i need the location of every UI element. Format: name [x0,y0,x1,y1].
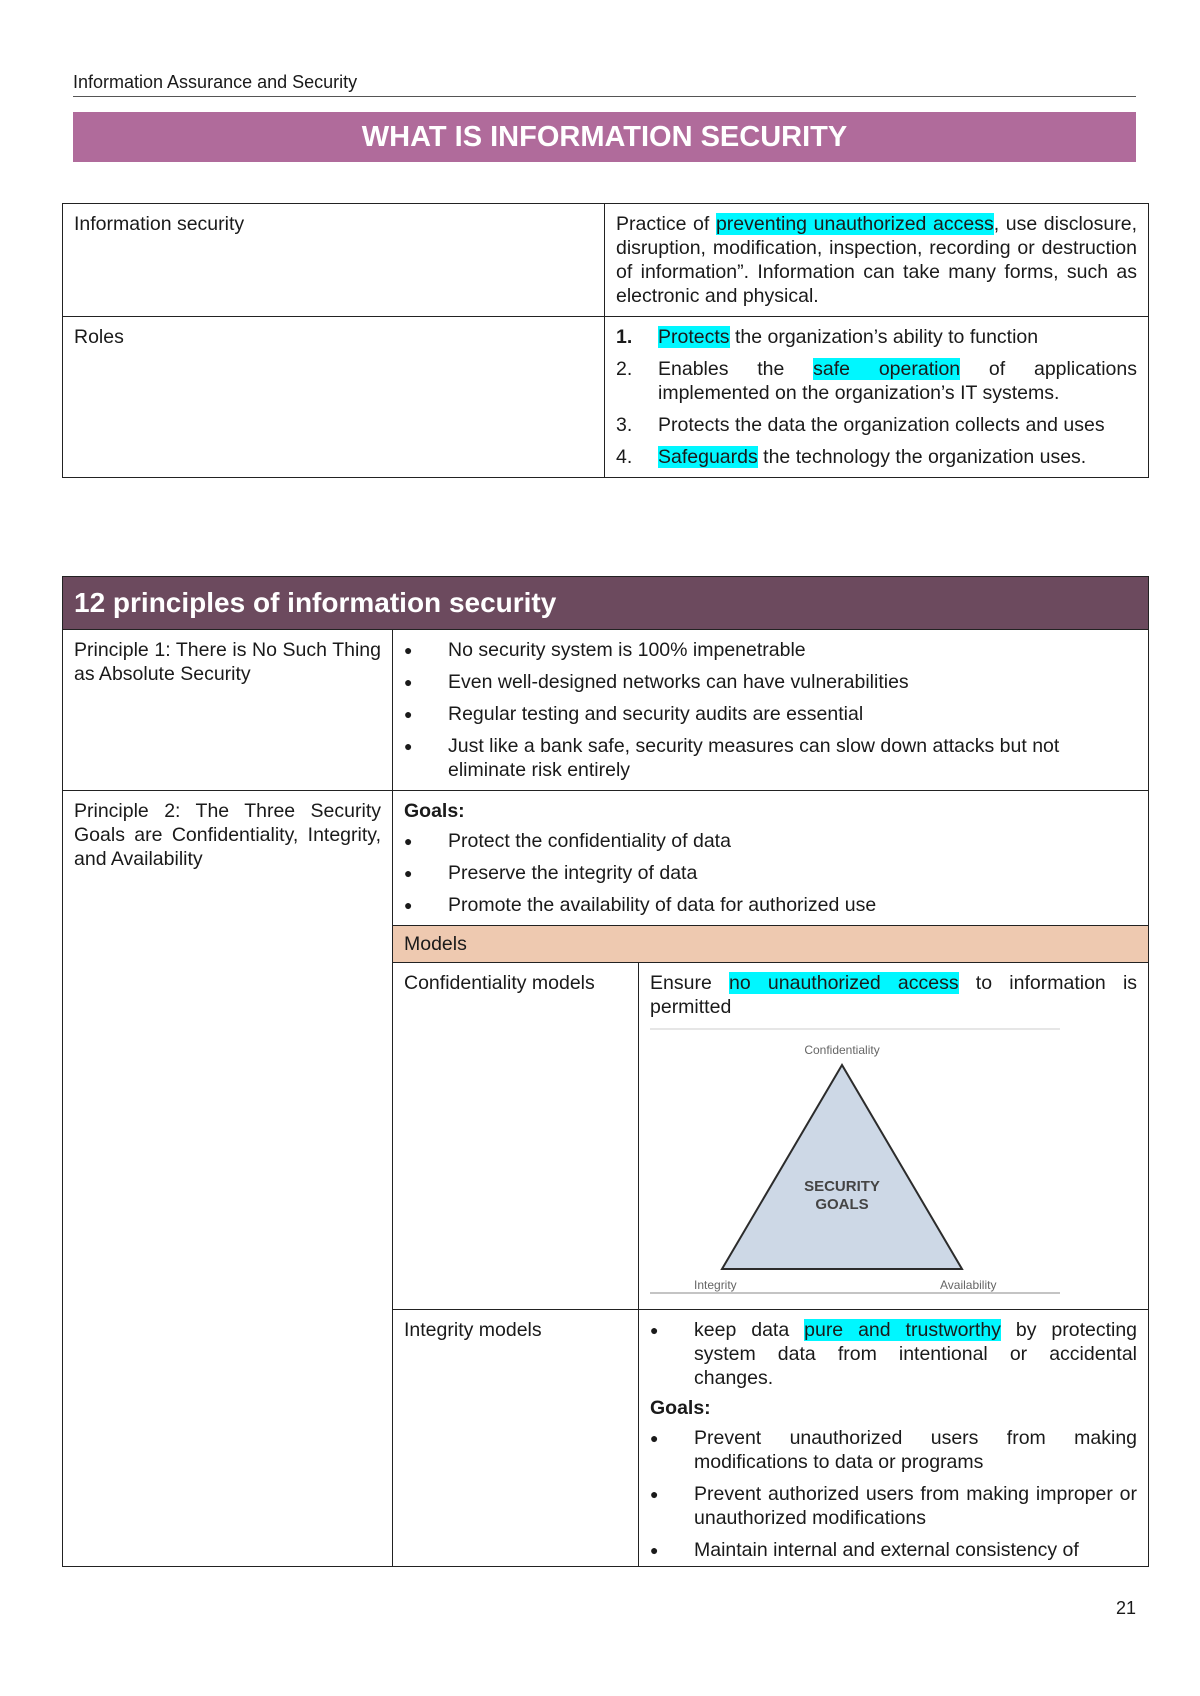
role-text: the organization’s ability to function [729,326,1039,348]
definition-label-cell [63,204,605,317]
bullet-icon: ● [404,642,413,658]
integrity-goals-label: Goals: [650,1397,711,1419]
page-number: 21 [1115,1598,1136,1618]
list-item [650,1426,1137,1474]
list-item [616,325,1137,349]
integrity-label: Integrity models [393,1310,639,1567]
list-number: 2. [616,358,633,380]
table-row [63,577,1149,630]
list-item [616,357,1137,405]
running-header: Information Assurance and Security [73,72,1136,97]
principle-1-label: Principle 1: There is No Such Thing as Absolute Security [63,630,393,791]
principles-table [62,576,1149,1567]
bullet-icon: ● [650,1322,659,1338]
definition-table [62,203,1149,478]
role-highlight: Safeguards [658,446,758,468]
bullet-icon: ● [404,674,413,690]
integ-text-pre: keep data [694,1319,805,1341]
list-item-text: Just like a bank safe, security measures can slow down attacks but not eliminate risk entirely [448,735,1060,781]
security-triangle-diagram [650,1027,1060,1295]
list-item-text: Maintain internal and external consistency of [694,1539,1079,1561]
bullet-icon: ● [650,1542,659,1558]
bullet-list [650,1426,1137,1562]
principle-2-label: Principle 2: The Three Security Goals are Confidentiality, Integrity, and Availability [63,791,393,1567]
list-item [404,702,1137,726]
integrity-content [639,1310,1149,1567]
bullet-icon: ● [650,1486,659,1502]
definition-text-cell [605,204,1149,317]
definition-text-pre: Practice of [616,213,716,235]
list-item [404,829,1137,853]
principle-1-content [393,630,1149,791]
triangle-shape [722,1065,962,1269]
security-goals-figure [650,1027,1137,1301]
principles-heading: 12 principles of information security [63,577,1149,630]
roles-list-cell [605,317,1149,478]
role-text: of applications implemented on the organization’s IT systems. [658,358,1137,404]
bullet-icon: ● [650,1430,659,1446]
role-text: the technology the organization uses. [757,446,1087,468]
table-row [63,791,1149,926]
conf-text-pre: Ensure [650,972,730,994]
list-item [616,413,1137,437]
roles-label-cell [63,317,605,478]
conf-highlight: no unauthorized access [729,972,959,994]
list-number: 1. [616,326,633,348]
definition-text-post: , use disclosure, disruption, modification, inspection, recording or destruction of information”. Information can take many forms, such as electronic and physical. [616,213,1138,307]
goals-label: Goals: [404,800,465,822]
list-item [404,670,1137,694]
conf-text-post: to information is permitted [650,972,1138,1018]
list-item-text: No security system is 100% impenetrable [448,639,806,661]
triangle-center-label-2: GOALS [815,1196,869,1213]
role-text: Protects the data the organization collects and uses [658,414,1105,436]
list-item [616,445,1137,469]
list-item [650,1538,1137,1562]
bullet-icon: ● [404,865,413,881]
bullet-icon: ● [404,897,413,913]
confidentiality-content [639,963,1149,1310]
definition-label: Information security [74,213,245,235]
list-item-text: Preserve the integrity of data [448,862,698,884]
integ-text-post: by protecting system data from intentional or accidental changes. [694,1319,1138,1389]
bullet-icon: ● [404,706,413,722]
role-highlight: Protects [658,326,730,348]
confidentiality-label: Confidentiality models [393,963,639,1310]
bullet-icon: ● [404,738,413,754]
list-item-text: Protect the confidentiality of data [448,830,731,852]
table-row [63,630,1149,791]
triangle-top-label: Confidentiality [804,1043,880,1057]
list-item [404,734,1137,782]
models-heading: Models [393,926,1149,963]
list-item-text: Even well-designed networks can have vulnerabilities [448,671,909,693]
list-item [650,1482,1137,1530]
triangle-left-label: Integrity [694,1278,737,1292]
roles-list [616,325,1137,469]
list-number: 4. [616,446,633,468]
list-item [404,893,1137,917]
bullet-list [404,829,1137,917]
definition-highlight: preventing unauthorized access [715,213,994,235]
list-item [404,638,1137,662]
roles-label: Roles [74,326,124,348]
list-item-text: Prevent authorized users from making improper or unauthorized modifications [694,1483,1138,1529]
list-item-text: Prevent unauthorized users from making modifications to data or programs [694,1427,1138,1473]
list-item [650,1318,1137,1390]
triangle-center-label-1: SECURITY [804,1178,880,1195]
table-row [63,204,1149,317]
role-text-pre: Enables the [658,358,814,380]
list-item-text: Regular testing and security audits are essential [448,703,864,725]
bullet-list [404,638,1137,782]
bullet-list [650,1318,1137,1390]
triangle-right-label: Availability [940,1278,997,1292]
list-item-text: Promote the availability of data for authorized use [448,894,877,916]
integ-highlight: pure and trustworthy [804,1319,1001,1341]
list-number: 3. [616,414,633,436]
role-highlight: safe operation [813,358,961,380]
principle-2-goals [393,791,1149,926]
table-row [63,317,1149,478]
bullet-icon: ● [404,833,413,849]
list-item [404,861,1137,885]
page-title-banner: WHAT IS INFORMATION SECURITY [73,112,1136,162]
